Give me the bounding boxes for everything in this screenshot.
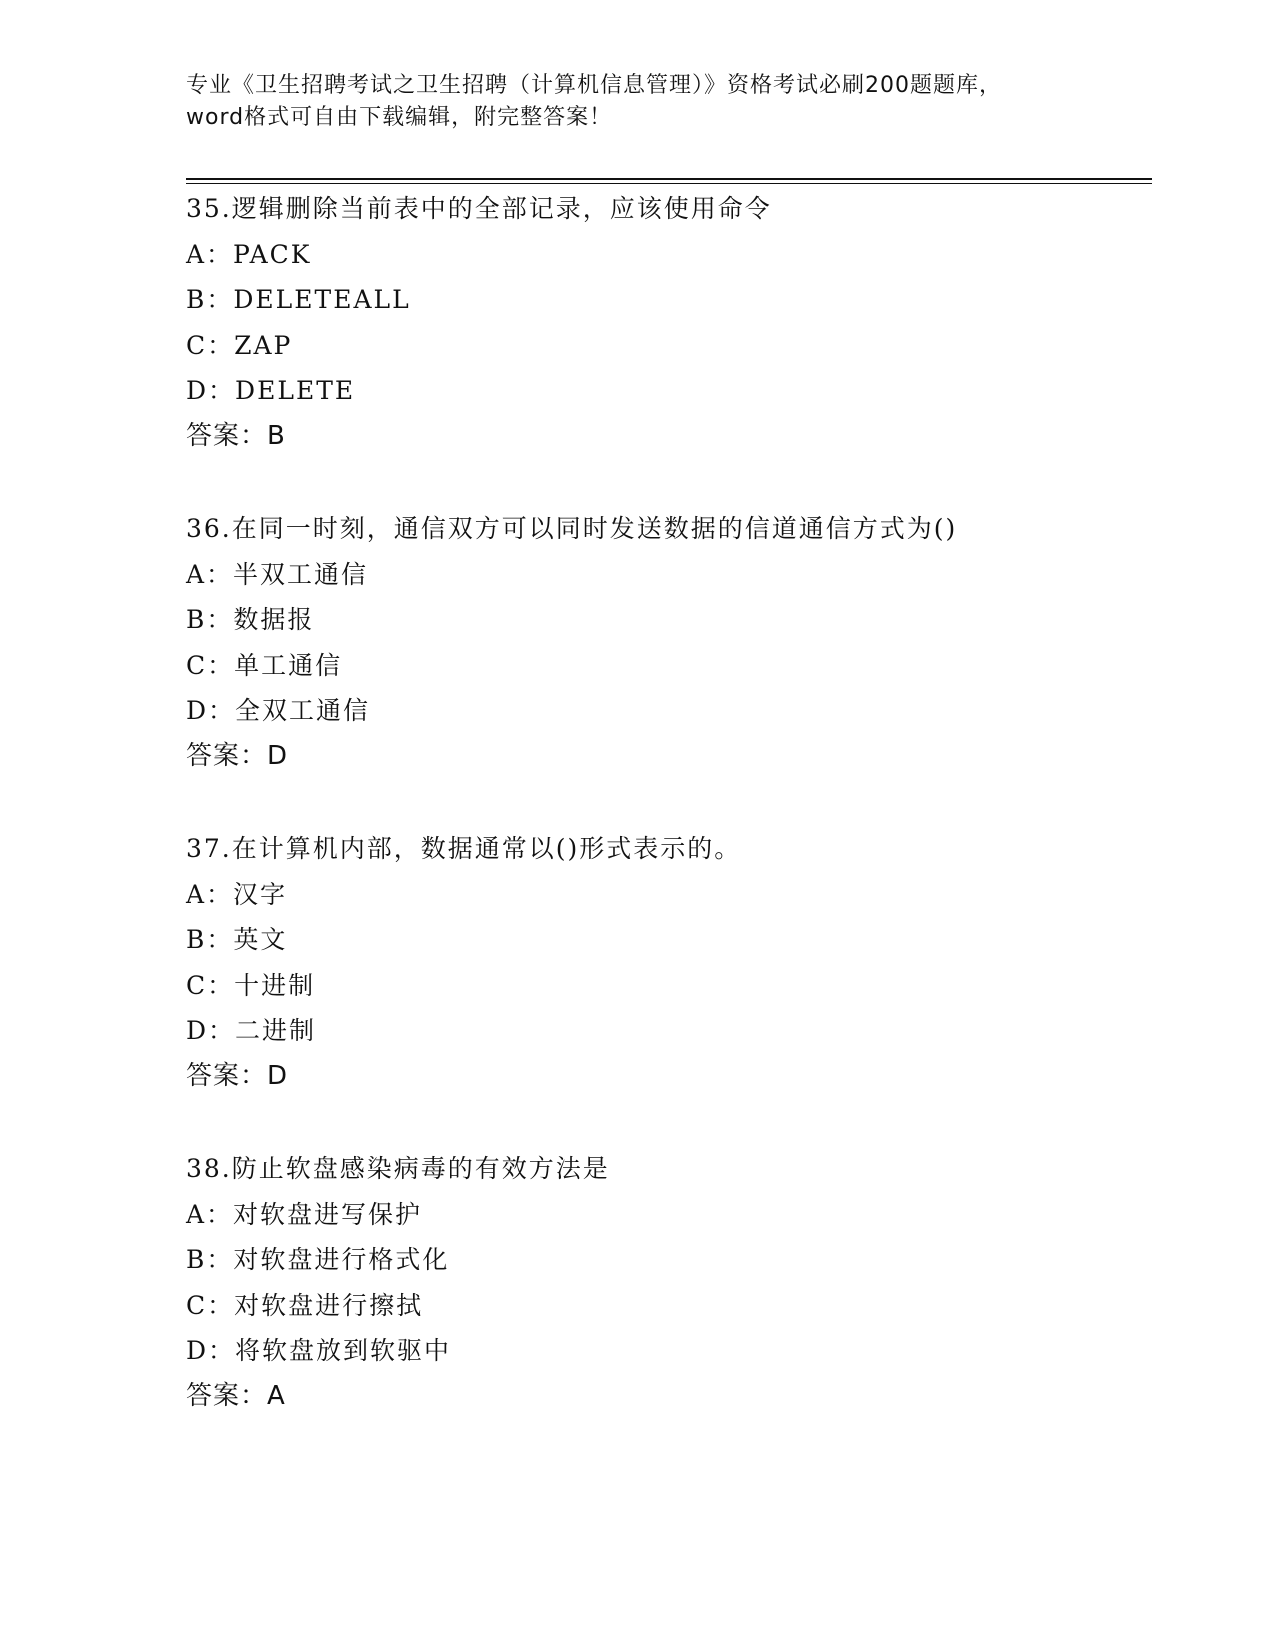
answer-line: 答案：D [186, 1060, 289, 1091]
header-line-2: word格式可自由下载编辑，附完整答案！ [186, 105, 613, 130]
answer-line: 答案：D [186, 740, 289, 771]
option-a: A：PACK [186, 239, 312, 269]
option-d: D：将软盘放到软驱中 [186, 1336, 452, 1366]
option-b: B：DELETEALL [186, 285, 411, 315]
answer-line: 答案：A [186, 1380, 286, 1411]
option-b: B：英文 [186, 925, 288, 955]
question-stem: 35.逻辑删除当前表中的全部记录，应该使用命令 [186, 194, 772, 223]
question-stem: 36.在同一时刻，通信双方可以同时发送数据的信道通信方式为() [186, 514, 958, 543]
option-a: A：半双工通信 [186, 559, 369, 589]
option-c: C：单工通信 [186, 650, 343, 680]
document-header [186, 70, 1086, 134]
question-stem: 37.在计算机内部，数据通常以()形式表示的。 [186, 834, 742, 863]
option-d: D：二进制 [186, 1016, 317, 1046]
question-35 [186, 186, 1136, 460]
option-a: A：汉字 [186, 879, 288, 909]
option-c: C：对软盘进行擦拭 [186, 1290, 424, 1320]
question-37 [186, 826, 1136, 1100]
answer-line: 答案：B [186, 420, 286, 451]
question-38 [186, 1146, 1136, 1420]
option-b: B：对软盘进行格式化 [186, 1245, 450, 1275]
option-b: B：数据报 [186, 605, 315, 635]
option-a: A：对软盘进写保护 [186, 1199, 423, 1229]
header-line-1: 专业《卫生招聘考试之卫生招聘（计算机信息管理）》资格考试必刷200题题库， [186, 73, 1002, 98]
question-stem: 38.防止软盘感染病毒的有效方法是 [186, 1154, 610, 1183]
option-c: C：ZAP [186, 330, 293, 360]
option-c: C：十进制 [186, 970, 316, 1000]
question-36 [186, 506, 1136, 780]
header-divider-thick [186, 178, 1152, 180]
header-divider-thin [186, 183, 1152, 184]
option-d: D：全双工通信 [186, 696, 371, 726]
option-d: D：DELETE [186, 376, 356, 406]
